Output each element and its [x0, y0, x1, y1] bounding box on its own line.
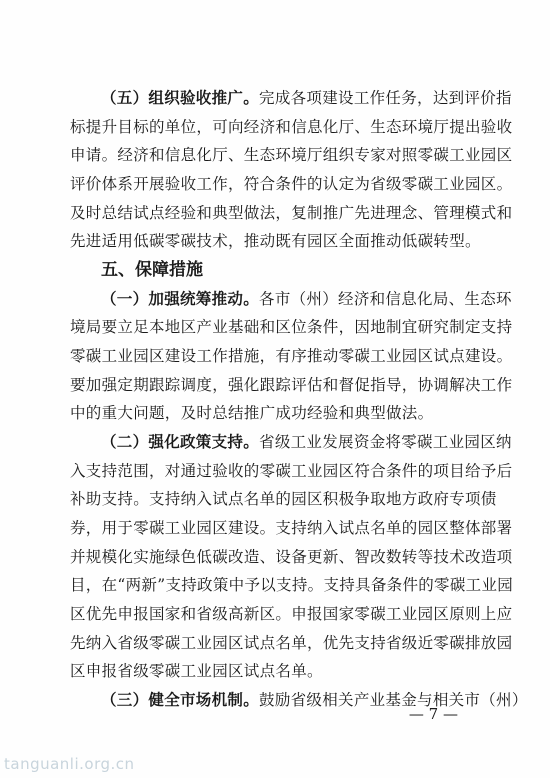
watermark: tanguanli.org.cn	[4, 755, 135, 773]
section-heading: 五、保障措施	[101, 260, 203, 280]
paragraph-line: （三）健全市场机制。鼓励省级相关产业基金与相关市（州）	[101, 690, 528, 709]
paragraph-line: 目，在“两新”支持政策中予以支持。支持具备条件的零碳工业园	[70, 576, 514, 594]
paragraph-line: （一）加强统筹推动。各市（州）经济和信息化局、生态环	[101, 289, 512, 308]
document-page: （五）组织验收推广。完成各项建设工作任务，达到评价指 标提升目标的单位，可向经济和信息化厅、生态环境厅提出验收 申请。经济和信息化厅、生态环境厅组织专家对照零碳工业园区 评价体系开展验收工作，符合条件的认定为省级零碳工业园区。 及时总结试点经验和典型做法，复制推广先进理念、管理模式和 先进适用低碳零碳技术，推动既有园区全面推动低碳转型。 五、保障措施 （一）加强统筹推动。各市（州）经济和信息化局、生态环 境局要立足本地区产业基础和区位条件，因地制宜研究制定支持 零碳工业园区建设工作措施，有序推动零碳工业园区试点建设。 要加强定期跟踪调度，强化跟踪评估和督促指导，协调解决工作 中的重大问题，及时总结推广成功经验和典型做法。 （二）强化政策支持。省级工业发展资金将零碳工业园区纳 入支持范围，对通过验收的零碳工业园区符合条件的项目给予后 补助支持。支持纳入试点名单的园区积极争取地方政府专项债 券，用于零碳工业园区建设。支持纳入试点名单的园区整体部署 并规模化实施绿色低碳改造、设备更新、智改数转等技术改造项 目，在“两新”支持政策中予以支持。支持具备条件的零碳工业园 区优先申报国家和省级高新区。申报国家零碳工业园区原则上应 先纳入省级零碳工业园区试点名单，优先支持省级近零碳排放园 区申报省级零碳工业园区试点名单。 （三）健全市场机制。鼓励省级相关产业基金与相关市（州） — 7 — tanguanli.org.cn	[0, 0, 550, 778]
paragraph-line: 区申报省级零碳工业园区试点名单。	[70, 662, 323, 680]
paragraph-line: 区优先申报国家和省级高新区。申报国家零碳工业园区原则上应	[70, 605, 513, 623]
paragraph-line: 及时总结试点经验和典型做法，复制推广先进理念、管理模式和	[70, 204, 513, 222]
paragraph-line: 要加强定期跟踪调度，强化跟踪评估和督促指导，协调解决工作	[70, 376, 513, 394]
paragraph-line: 补助支持。支持纳入试点名单的园区积极争取地方政府专项债	[70, 490, 497, 508]
paragraph-line: 中的重大问题，及时总结推广成功经验和典型做法。	[70, 404, 434, 422]
paragraph-line: （二）强化政策支持。省级工业发展资金将零碳工业园区纳	[101, 432, 512, 451]
paragraph-line: 入支持范围，对通过验收的零碳工业园区符合条件的项目给予后	[70, 462, 513, 480]
paragraph-line: （五）组织验收推广。完成各项建设工作任务，达到评价指	[101, 88, 512, 107]
paragraph-line: 零碳工业园区建设工作措施，有序推动零碳工业园区试点建设。	[70, 347, 513, 365]
paragraph-line: 境局要立足本地区产业基础和区位条件，因地制宜研究制定支持	[70, 318, 513, 336]
paragraph-line: 先进适用低碳零碳技术，推动既有园区全面推动低碳转型。	[70, 232, 481, 250]
paragraph-lead: （五）组织验收推广。	[101, 88, 260, 107]
paragraph-line: 券，用于零碳工业园区建设。支持纳入试点名单的园区整体部署	[70, 519, 513, 537]
paragraph-lead: （二）强化政策支持。	[101, 432, 260, 451]
paragraph-line: 先纳入省级零碳工业园区试点名单，优先支持省级近零碳排放园	[70, 634, 513, 652]
paragraph-line: 申请。经济和信息化厅、生态环境厅组织专家对照零碳工业园区	[70, 146, 513, 164]
paragraph-lead: （三）健全市场机制。	[101, 690, 260, 709]
paragraph-line: 评价体系开展验收工作，符合条件的认定为省级零碳工业园区。	[70, 175, 513, 193]
paragraph-line: 标提升目标的单位，可向经济和信息化厅、生态环境厅提出验收	[70, 118, 513, 136]
paragraph-line: 并规模化实施绿色低碳改造、设备更新、智改数转等技术改造项	[70, 548, 513, 566]
paragraph-lead: （一）加强统筹推动。	[101, 289, 260, 308]
